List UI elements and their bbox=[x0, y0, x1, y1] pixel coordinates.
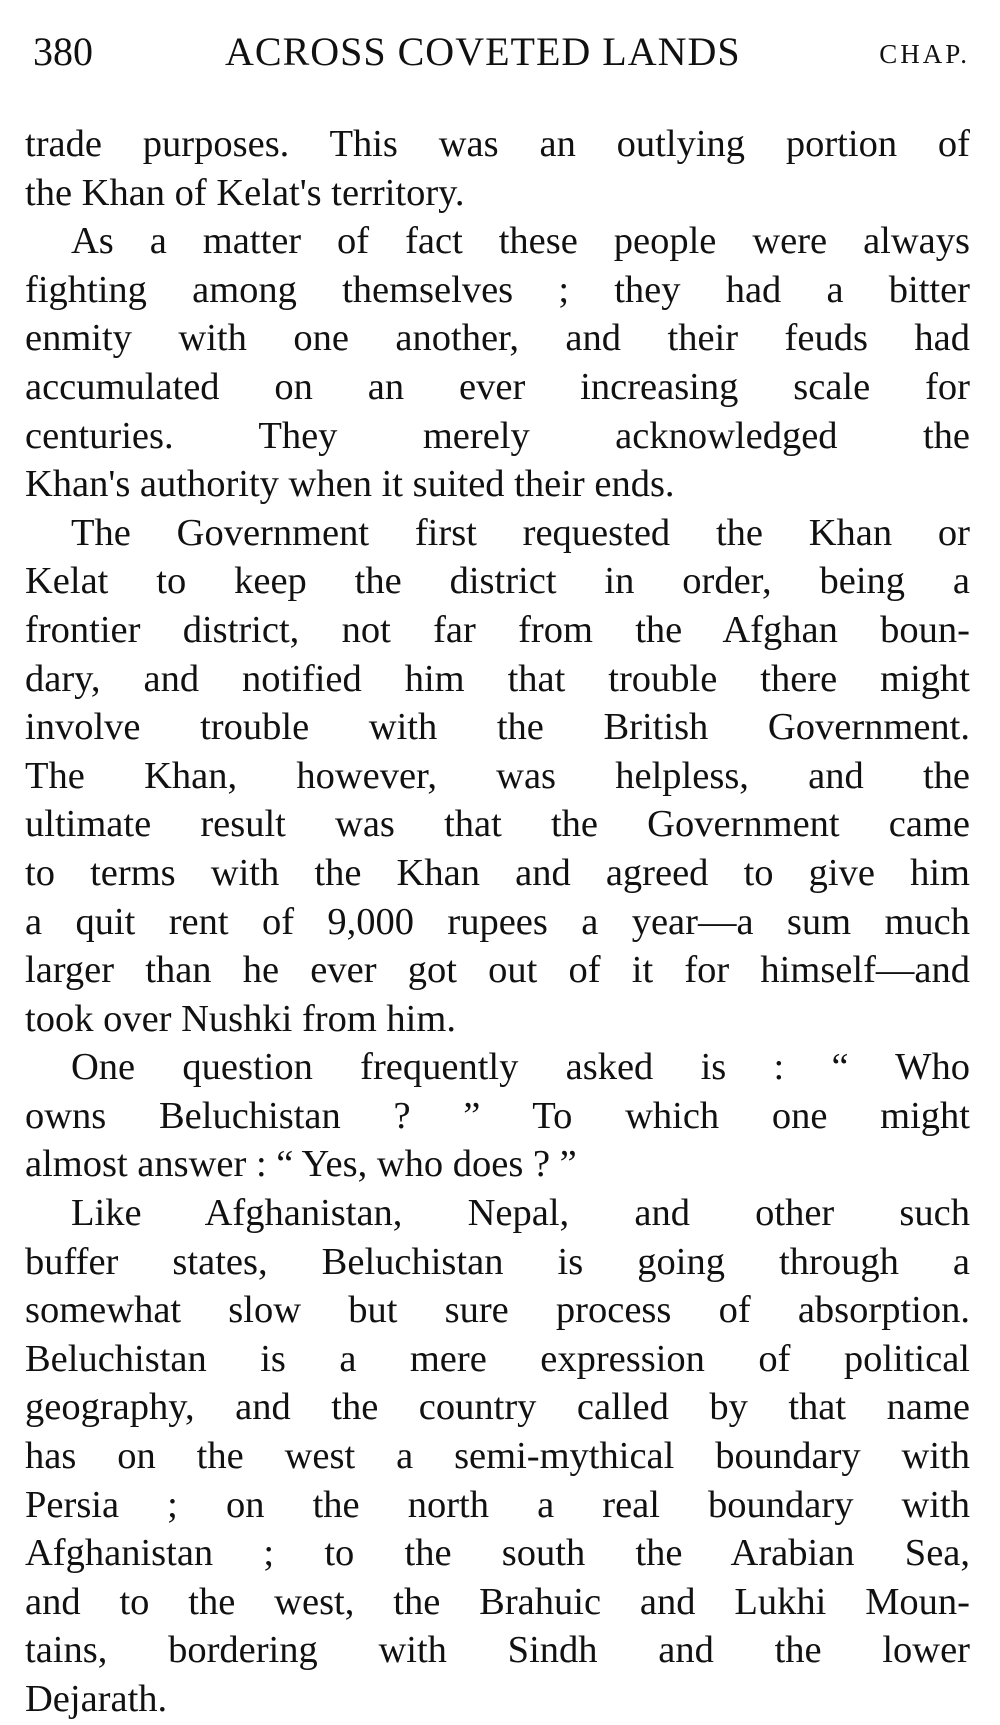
text-line: owns Beluchistan ? ” To which one might bbox=[25, 1094, 970, 1137]
text-line: Kelat to keep the district in order, being a bbox=[25, 560, 970, 603]
text-line: has on the west a semi-mythical boundary with bbox=[25, 1435, 970, 1478]
text-line: ultimate result was that the Government came bbox=[25, 803, 970, 846]
text-line: to terms with the Khan and agreed to give him bbox=[25, 851, 970, 894]
text-line: larger than he ever got out of it for himself—and bbox=[25, 949, 970, 992]
page-number: 380 bbox=[33, 29, 93, 74]
text-line: Khan's authority when it suited their ends. bbox=[25, 463, 675, 506]
text-line: One question frequently asked is : “ Who bbox=[71, 1046, 970, 1089]
text-line: Like Afghanistan, Nepal, and other such bbox=[71, 1192, 970, 1235]
text-line: fighting among themselves ; they had a bitter bbox=[25, 268, 970, 311]
text-line: The Khan, however, was helpless, and the bbox=[25, 754, 970, 797]
running-title: ACROSS COVETED LANDS bbox=[225, 29, 741, 74]
text-line: trade purposes. This was an outlying portion of bbox=[25, 123, 970, 165]
paragraph bbox=[25, 120, 970, 217]
page-header bbox=[25, 22, 970, 82]
text-line: took over Nushki from him. bbox=[25, 997, 456, 1040]
text-line: centuries. They merely acknowledged the bbox=[25, 414, 970, 457]
body-text bbox=[25, 120, 970, 1724]
paragraph bbox=[25, 509, 970, 1044]
text-line: Persia ; on the north a real boundary with bbox=[25, 1483, 970, 1526]
text-line: involve trouble with the British Government. bbox=[25, 706, 970, 749]
paragraph bbox=[25, 217, 970, 509]
text-line: the Khan of Kelat's territory. bbox=[25, 171, 465, 214]
text-line: accumulated on an ever increasing scale for bbox=[25, 365, 970, 408]
paragraph bbox=[25, 1189, 970, 1724]
text-line: buffer states, Beluchistan is going through a bbox=[25, 1240, 970, 1283]
text-line: As a matter of fact these people were always bbox=[71, 220, 970, 263]
text-line: a quit rent of 9,000 rupees a year—a sum much bbox=[25, 900, 970, 943]
text-line: and to the west, the Brahuic and Lukhi Moun- bbox=[25, 1580, 970, 1623]
chapter-label: CHAP. bbox=[879, 39, 970, 69]
book-page bbox=[25, 22, 970, 1724]
text-line: Afghanistan ; to the south the Arabian Sea, bbox=[25, 1532, 970, 1575]
text-line: almost answer : “ Yes, who does ? ” bbox=[25, 1143, 577, 1186]
text-line: enmity with one another, and their feuds had bbox=[25, 317, 970, 360]
text-line: Beluchistan is a mere expression of political bbox=[25, 1337, 970, 1380]
text-line: frontier district, not far from the Afghan boun- bbox=[25, 608, 970, 651]
text-line: Dejarath. bbox=[25, 1678, 168, 1720]
paragraph bbox=[25, 1043, 970, 1189]
text-line: The Government first requested the Khan or bbox=[71, 511, 970, 554]
text-line: geography, and the country called by that name bbox=[25, 1386, 970, 1429]
text-line: dary, and notified him that trouble there might bbox=[25, 657, 970, 700]
text-line: tains, bordering with Sindh and the lower bbox=[25, 1629, 970, 1672]
text-line: somewhat slow but sure process of absorption. bbox=[25, 1289, 970, 1332]
